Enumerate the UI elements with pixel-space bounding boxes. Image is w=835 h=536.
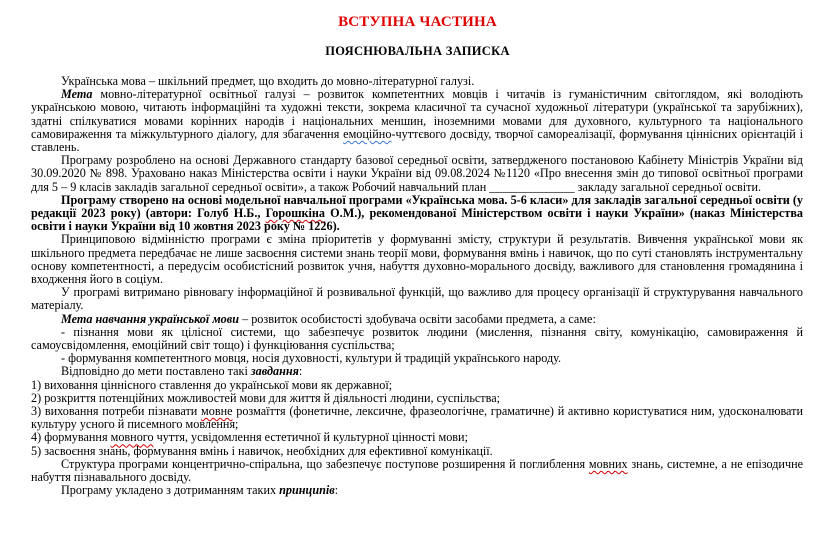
spellcheck-word: мовного: [110, 430, 154, 445]
task-3-text-a: 3) виховання потреби пізнавати: [31, 404, 202, 419]
task-2-text: 2) розкриття потенційних можливостей мови для життя й діяльності людини, суспільства;: [31, 390, 501, 405]
principles-colon: :: [334, 483, 339, 498]
goal-text-a: мовно-літературної освітньої галузі – розвиток компетентних мовців і читачів із гуманістичним світоглядом, які володіють українською мовою, читають інформаційні та художні тексти, зокрема класичної та сучасної художньої літератури (української та зарубіжних), здатні спілкуватися мовами корінних народів і національних меншин, іноземними мовами для духовного, культурного та національного самовираження та міжкультурного діалогу, для збагачення: [31, 87, 803, 141]
task-1-text: 1) виховання ціннісного ставлення до української мови як державної;: [31, 377, 393, 392]
intro-text: Українська мова – шкільний предмет, що входить до мовно-літературної галузі.: [61, 74, 475, 88]
spellcheck-word: Горошкіна: [265, 206, 326, 221]
principles-text: Програму укладено з дотриманням таких: [61, 483, 280, 498]
cognition-text: - пізнання мови як цілісної системи, що забезпечує розвиток людини (мислення, пізнання світу, комунікацію, самовираження й самоусвідомлення, емоційний світ тощо) і функціювання суспільства;: [31, 324, 803, 353]
note-title: ПОЯСНЮВАЛЬНА ЗАПИСКА: [325, 44, 510, 58]
goal-text-b: -чуттєвого досвіду, творчої самореалізації, формування ціннісних орієнтацій і ставлень.: [31, 126, 803, 155]
model-text-a: Програму створено на основі модельної навчальної програми «Українська мова. 5-6 класи» для закладів загальної середньої освіти (у редакції 2023 року) (автори: Голуб Н.Б.,: [31, 192, 803, 221]
task-item-3: [31, 405, 803, 431]
structure-text-b: знань, системне, а не епізодичне набуття пізнавального досвіду.: [31, 456, 804, 485]
model-text-b: О.М.), рекомендованої Міністерством освіти і науки України» (наказ Міністерства освіти і науки України від 10 жовтня 2023 року № 1226).: [31, 206, 804, 234]
learning-goal-text: – розвиток особистості здобувача освіти засобами предмета, а саме:: [239, 311, 596, 326]
paragraph-structure: [31, 458, 803, 484]
tasks-label: завдання: [250, 364, 299, 379]
list-item-cognition: [31, 326, 803, 352]
spellcheck-word: мовне: [201, 404, 233, 419]
spellcheck-word: емоційно: [343, 126, 392, 141]
paragraph-balance: [31, 286, 803, 312]
goal-label: Мета: [61, 87, 93, 102]
learning-goal-label: Мета навчання української мови: [61, 311, 239, 326]
tasks-colon: :: [298, 364, 303, 379]
spellcheck-word: мовних: [588, 456, 628, 471]
paragraph-principles: [31, 484, 803, 497]
task-3-text-b: розмаїття (фонетичне, лексичне, фразеологічне, граматичне) й активно користуватися ним, удосконалювати культуру усного й писемного мовлення;: [31, 404, 803, 432]
section-heading: ВСТУПНА ЧАСТИНА: [338, 14, 497, 30]
structure-text-a: Структура програми концентрично-спіральна, що забезпечує поступове розширення й поглиблення: [61, 456, 589, 471]
paragraph-goal-field: [31, 88, 803, 154]
tasks-intro-text: Відповідно до мети поставлено такі: [61, 364, 251, 379]
task-5-text: 5) засвоєння знань, формування вмінь і навичок, необхідних для ефективної комунікації.: [31, 443, 493, 458]
paragraph-model-program: [31, 194, 803, 234]
priorities-text: Принциповою відмінністю програми є зміна пріоритетів у формуванні змісту, структури й результатів. Вивчення української мови як шкільного предмета передбачає не лише засвоєння системи знань теорії мови, формування вмінь і навичок, що по суті становлять інструментальну основу компетентності, а передусім особистісний розвиток учня, набуття духовно-морального досвіду, важливого для становлення громадянина і входження його в соціум.: [31, 232, 803, 287]
task-4-text-a: 4) формування: [31, 430, 111, 445]
basis-text: Програму розроблено на основі Державного стандарту базової середньої освіти, затвердженого постановою Кабінету Міністрів України від 30.09.2020 № 898. Ураховано наказ Міністерства освіти і науки України від 09.08.2024 №1120 «Про внесення змін до типової освітньої програми для 5 – 9 класів закладів загальної середньої освіти», а також Робочий навчальний план ______________ закладу загальної середньої освіти.: [31, 153, 803, 194]
balance-text: У програмі витримано рівновагу інформаційної й розвивальної функцій, що важливо для процесу організації й структурування навчального матеріалу.: [31, 285, 803, 313]
speaker-text: - формування компетентного мовця, носія духовності, культури й традицій українського народу.: [61, 351, 562, 366]
paragraph-priorities: [31, 233, 803, 286]
task-4-text-b: чуття, усвідомлення естетичної й культурної цінності мови;: [153, 430, 468, 445]
document-body: [31, 75, 803, 498]
paragraph-basis: [31, 154, 803, 194]
principles-label: принципів: [279, 483, 335, 498]
